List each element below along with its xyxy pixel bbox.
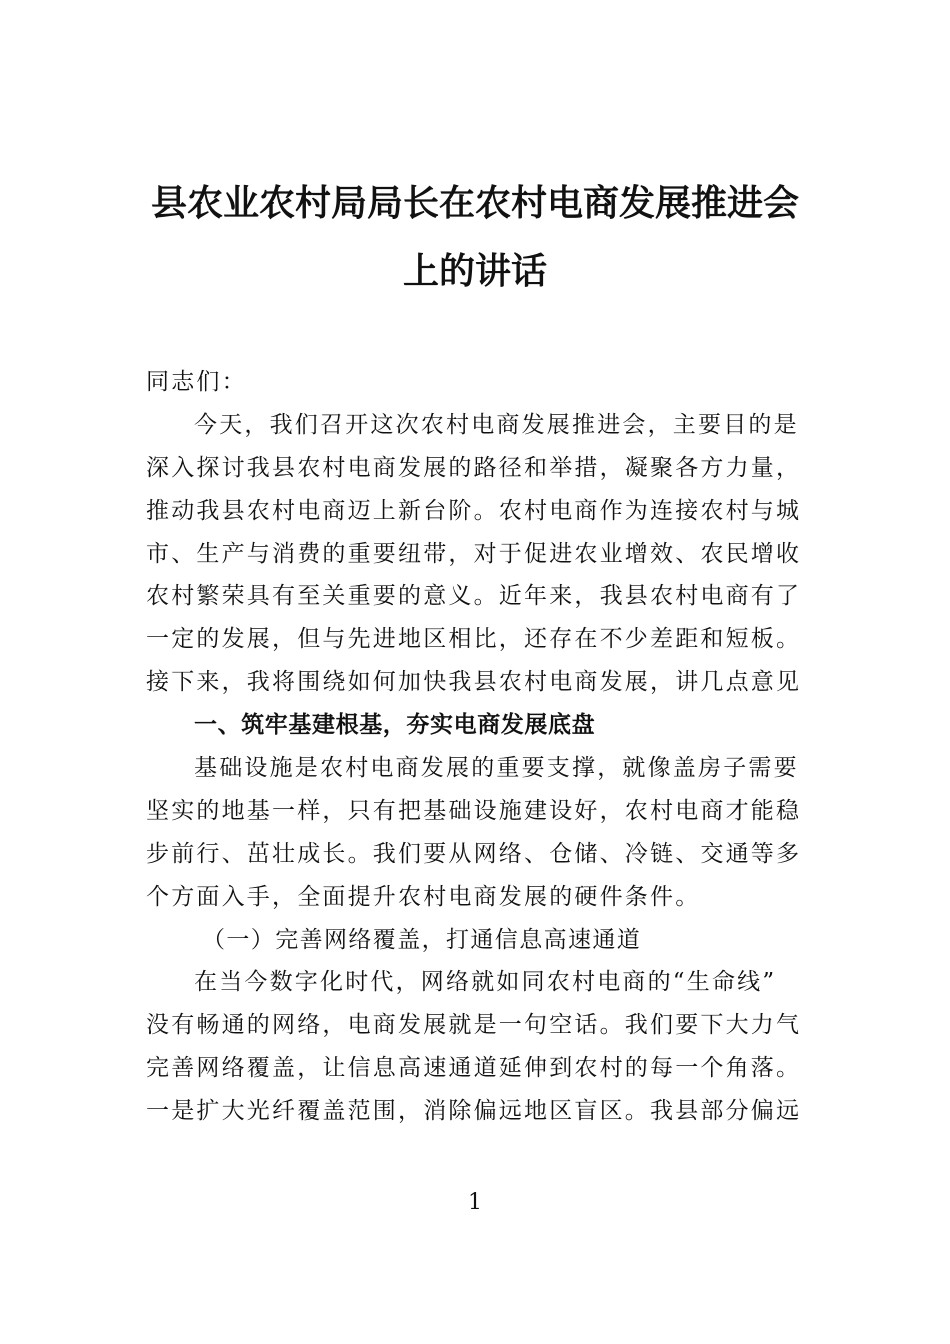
paragraph-line: 市、生产与消费的重要纽带，对于促进农业增效、农民增收 (146, 540, 802, 567)
paragraph-line: 一是扩大光纤覆盖范围，消除偏远地区盲区。我县部分偏远 (146, 1098, 802, 1125)
paragraph-line: 接下来，我将围绕如何加快我县农村电商发展，讲几点意见 (146, 669, 802, 696)
paragraph-line: 一定的发展，但与先进地区相比，还存在不少差距和短板。 (146, 626, 802, 653)
salutation: 同志们： (146, 369, 247, 395)
paragraph-line: 在当今数字化时代，网络就如同农村电商的“生命线” (194, 969, 777, 996)
subsection-heading: （一）完善网络覆盖，打通信息高速通道 (202, 926, 642, 953)
document-title-line-2: 上的讲话 (402, 251, 547, 292)
paragraph-line: 步前行、茁壮成长。我们要从网络、仓储、冷链、交通等多 (146, 840, 802, 867)
paragraph-line: 没有畅通的网络，电商发展就是一句空话。我们要下大力气 (146, 1012, 802, 1039)
paragraph-line: 个方面入手，全面提升农村电商发展的硬件条件。 (146, 883, 701, 910)
paragraph-line: 深入探讨我县农村电商发展的路径和举措，凝聚各方力量， (146, 454, 802, 481)
paragraph-line: 完善网络覆盖，让信息高速通道延伸到农村的每一个角落。 (146, 1055, 802, 1082)
paragraph-line: 坚实的地基一样，只有把基础设施建设好，农村电商才能稳 (146, 797, 802, 824)
document-body (146, 361, 816, 1133)
paragraph-line: 农村繁荣具有至关重要的意义。近年来，我县农村电商有了 (146, 583, 802, 610)
document-title-line-1: 县农业农村局局长在农村电商发展推进会 (150, 183, 799, 224)
page-number: 1 (468, 1190, 482, 1215)
paragraph-line: 今天，我们召开这次农村电商发展推进会，主要目的是 (194, 411, 799, 438)
paragraph-line: 基础设施是农村电商发展的重要支撑，就像盖房子需要 (194, 755, 799, 782)
section-heading: 一、筑牢基建根基，夯实电商发展底盘 (194, 712, 596, 739)
paragraph-line: 推动我县农村电商迈上新台阶。农村电商作为连接农村与城 (146, 497, 802, 524)
